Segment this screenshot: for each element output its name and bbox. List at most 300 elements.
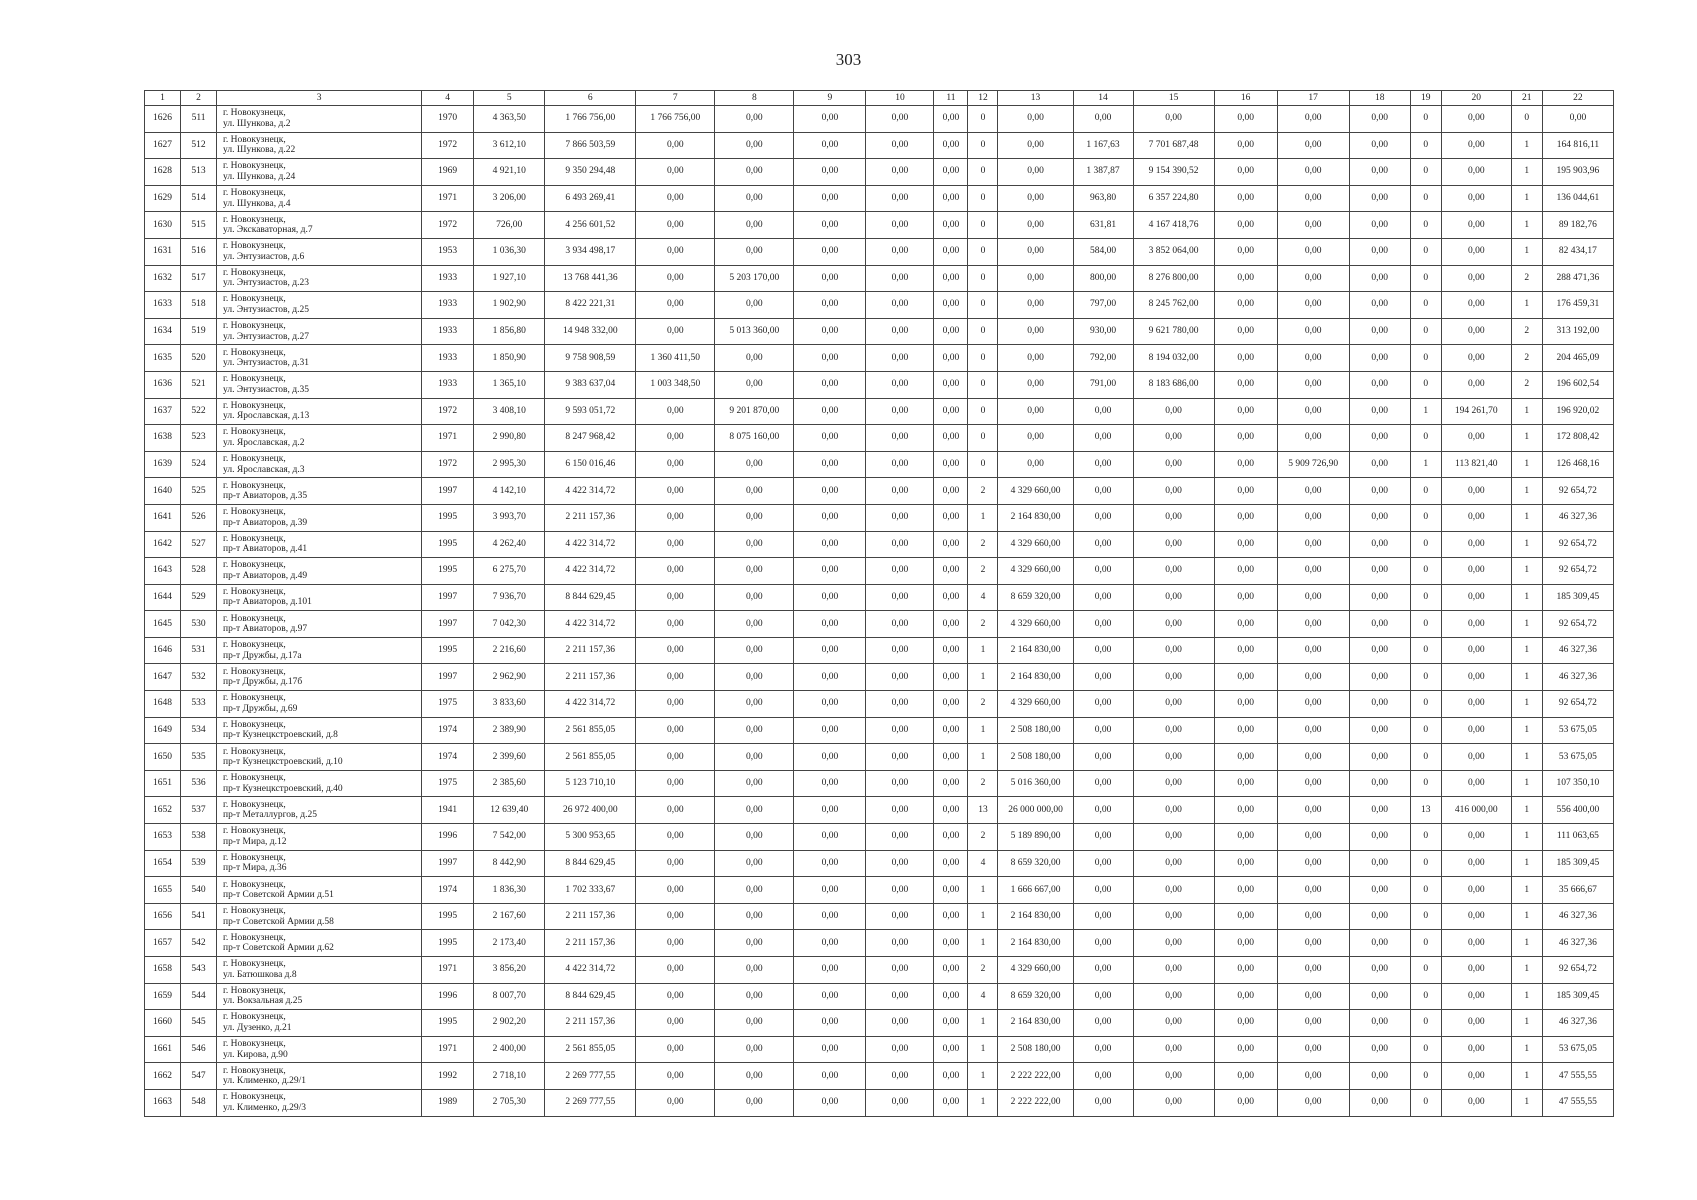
table-cell: 8 422 221,31 — [545, 292, 636, 319]
table-cell: 0,00 — [1214, 106, 1277, 133]
table-cell: 2 167,60 — [474, 903, 545, 930]
table-cell: 0,00 — [866, 345, 934, 372]
table-cell: 0,00 — [1214, 611, 1277, 638]
table-cell: 3 852 064,00 — [1133, 238, 1214, 265]
table-cell: 4 422 314,72 — [545, 611, 636, 638]
table-cell: 0,00 — [1441, 238, 1511, 265]
table-cell: 4 422 314,72 — [545, 957, 636, 984]
table-cell: 0,00 — [1441, 159, 1511, 186]
table-cell: 13 — [968, 797, 998, 824]
table-cell: 0,00 — [636, 770, 715, 797]
table-row — [145, 159, 1614, 186]
table-cell: 0,00 — [794, 1089, 866, 1116]
table-cell: 0,00 — [715, 744, 794, 771]
table-cell: 0,00 — [794, 611, 866, 638]
table-cell: 963,80 — [1073, 185, 1133, 212]
table-cell: 0,00 — [1073, 824, 1133, 851]
table-cell: 0,00 — [1073, 1063, 1133, 1090]
address-city: г. Новокузнецк, — [223, 214, 286, 225]
table-cell: 1657 — [145, 930, 181, 957]
table-cell: 4 921,10 — [474, 159, 545, 186]
address-cell — [217, 1063, 422, 1090]
table-row — [145, 451, 1614, 478]
table-cell: 0,00 — [1277, 664, 1349, 691]
table-cell: 1 766 756,00 — [636, 106, 715, 133]
column-number: 5 — [474, 91, 545, 106]
table-cell: 0 — [968, 425, 998, 452]
table-cell: 1 — [968, 903, 998, 930]
table-cell: 0,00 — [866, 238, 934, 265]
column-number: 2 — [181, 91, 217, 106]
table-cell: 0,00 — [1073, 1036, 1133, 1063]
table-cell: 0,00 — [1214, 903, 1277, 930]
table-cell: 0,00 — [636, 398, 715, 425]
table-cell: 0,00 — [794, 1036, 866, 1063]
table-cell: 0,00 — [934, 691, 968, 718]
address-city: г. Новокузнецк, — [223, 932, 286, 943]
table-row — [145, 106, 1614, 133]
table-cell: 0 — [1410, 212, 1441, 239]
table-cell: 1974 — [422, 744, 474, 771]
table-cell: 0 — [1410, 292, 1441, 319]
table-cell: 1 — [1511, 957, 1542, 984]
table-cell: 2 269 777,55 — [545, 1063, 636, 1090]
table-row — [145, 1036, 1614, 1063]
table-cell: 0,00 — [715, 637, 794, 664]
address-street: пр-т Металлургов, д.25 — [223, 810, 317, 821]
table-cell: 0,00 — [934, 877, 968, 904]
table-cell: 0,00 — [1133, 451, 1214, 478]
table-cell: 0,00 — [998, 265, 1073, 292]
table-cell: 2 — [968, 558, 998, 585]
table-row — [145, 185, 1614, 212]
table-cell: 0,00 — [794, 664, 866, 691]
table-cell: 4 422 314,72 — [545, 691, 636, 718]
address-street: ул. Энтузиастов, д.6 — [223, 251, 305, 262]
table-cell: 0 — [968, 451, 998, 478]
table-cell: 0,00 — [1349, 451, 1410, 478]
table-cell: 1 — [1511, 877, 1542, 904]
table-cell: 1 — [1511, 478, 1542, 505]
table-cell: 0,00 — [1133, 478, 1214, 505]
table-cell: 0,00 — [1349, 212, 1410, 239]
table-cell: 0,00 — [866, 398, 934, 425]
table-cell: 0,00 — [1214, 770, 1277, 797]
table-cell: 0,00 — [934, 451, 968, 478]
table-cell: 0,00 — [794, 744, 866, 771]
table-cell: 0,00 — [1349, 770, 1410, 797]
table-cell: 9 201 870,00 — [715, 398, 794, 425]
table-cell: 0,00 — [794, 238, 866, 265]
table-cell: 0,00 — [1441, 717, 1511, 744]
table-cell: 0,00 — [636, 824, 715, 851]
address-street: пр-т Авиаторов, д.39 — [223, 517, 308, 528]
table-cell: 1 — [1511, 744, 1542, 771]
table-cell: 534 — [181, 717, 217, 744]
table-row — [145, 664, 1614, 691]
address-city: г. Новокузнецк, — [223, 108, 286, 119]
table-cell: 176 459,31 — [1542, 292, 1613, 319]
address-cell — [217, 1036, 422, 1063]
table-row — [145, 425, 1614, 452]
column-number: 10 — [866, 91, 934, 106]
table-cell: 0,00 — [1133, 425, 1214, 452]
table-cell: 1656 — [145, 903, 181, 930]
table-cell: 0,00 — [1441, 744, 1511, 771]
table-cell: 0,00 — [1214, 478, 1277, 505]
address-city: г. Новокузнецк, — [223, 321, 286, 332]
address-cell — [217, 451, 422, 478]
table-cell: 3 408,10 — [474, 398, 545, 425]
table-cell: 0,00 — [1214, 238, 1277, 265]
table-cell: 2 — [1511, 318, 1542, 345]
table-cell: 0,00 — [934, 371, 968, 398]
table-cell: 0,00 — [715, 691, 794, 718]
table-cell: 1629 — [145, 185, 181, 212]
table-cell: 0,00 — [1214, 983, 1277, 1010]
address-cell — [217, 664, 422, 691]
table-cell: 0 — [1410, 265, 1441, 292]
table-cell: 0,00 — [934, 824, 968, 851]
table-cell: 512 — [181, 132, 217, 159]
table-cell: 0,00 — [1073, 611, 1133, 638]
table-cell: 0,00 — [636, 744, 715, 771]
address-street: пр-т Дружбы, д.17б — [223, 677, 303, 688]
table-cell: 1933 — [422, 265, 474, 292]
table-cell: 1997 — [422, 664, 474, 691]
table-cell: 0,00 — [934, 265, 968, 292]
table-cell: 4 329 660,00 — [998, 957, 1073, 984]
table-cell: 0,00 — [1349, 106, 1410, 133]
table-cell: 0 — [1410, 1063, 1441, 1090]
table-cell: 1628 — [145, 159, 181, 186]
table-cell: 0,00 — [1277, 877, 1349, 904]
table-cell: 0,00 — [1214, 398, 1277, 425]
table-cell: 0,00 — [998, 238, 1073, 265]
table-cell: 1654 — [145, 850, 181, 877]
address-street: пр-т Дружбы, д.69 — [223, 703, 298, 714]
address-city: г. Новокузнецк, — [223, 906, 286, 917]
table-cell: 0,00 — [1073, 983, 1133, 1010]
table-cell: 1 — [968, 744, 998, 771]
table-cell: 1 — [1511, 212, 1542, 239]
table-cell: 530 — [181, 611, 217, 638]
table-cell: 0,00 — [1277, 797, 1349, 824]
table-cell: 0,00 — [1214, 850, 1277, 877]
table-cell: 0,00 — [1441, 478, 1511, 505]
table-cell: 3 833,60 — [474, 691, 545, 718]
address-city: г. Новокузнецк, — [223, 1012, 286, 1023]
table-cell: 0,00 — [1277, 265, 1349, 292]
table-cell: 0,00 — [934, 558, 968, 585]
table-cell: 1997 — [422, 584, 474, 611]
table-cell: 92 654,72 — [1542, 558, 1613, 585]
table-cell: 8 442,90 — [474, 850, 545, 877]
table-cell: 546 — [181, 1036, 217, 1063]
table-cell: 2 211 157,36 — [545, 903, 636, 930]
address-cell — [217, 1010, 422, 1037]
table-cell: 8 247 968,42 — [545, 425, 636, 452]
table-cell: 8 183 686,00 — [1133, 371, 1214, 398]
table-cell: 0,00 — [866, 877, 934, 904]
table-cell: 0,00 — [1214, 797, 1277, 824]
table-cell: 0,00 — [1441, 770, 1511, 797]
table-cell: 0,00 — [715, 824, 794, 851]
table-cell: 0,00 — [1214, 691, 1277, 718]
table-row — [145, 744, 1614, 771]
table-cell: 1 — [1511, 1089, 1542, 1116]
table-cell: 0,00 — [1349, 1089, 1410, 1116]
table-cell: 0,00 — [1441, 558, 1511, 585]
table-cell: 0,00 — [1214, 717, 1277, 744]
table-cell: 1972 — [422, 451, 474, 478]
table-cell: 523 — [181, 425, 217, 452]
table-cell: 0,00 — [715, 371, 794, 398]
table-cell: 0,00 — [1214, 664, 1277, 691]
table-cell: 2 211 157,36 — [545, 930, 636, 957]
table-cell: 0,00 — [1542, 106, 1613, 133]
table-cell: 0,00 — [1133, 691, 1214, 718]
table-cell: 0,00 — [1277, 637, 1349, 664]
table-cell: 0,00 — [1214, 292, 1277, 319]
table-cell: 519 — [181, 318, 217, 345]
table-cell: 2 508 180,00 — [998, 744, 1073, 771]
table-row — [145, 132, 1614, 159]
table-cell: 527 — [181, 531, 217, 558]
address-city: г. Новокузнецк, — [223, 773, 286, 784]
table-cell: 1975 — [422, 770, 474, 797]
table-cell: 0,00 — [1214, 185, 1277, 212]
table-cell: 4 329 660,00 — [998, 558, 1073, 585]
table-cell: 0,00 — [1349, 637, 1410, 664]
table-cell: 0,00 — [1349, 185, 1410, 212]
table-cell: 0,00 — [794, 531, 866, 558]
table-cell: 1 — [968, 1063, 998, 1090]
address-city: г. Новокузнецк, — [223, 161, 286, 172]
table-cell: 0,00 — [1277, 478, 1349, 505]
table-cell: 0,00 — [1349, 132, 1410, 159]
table-cell: 1 — [1511, 504, 1542, 531]
table-cell: 1 — [1410, 398, 1441, 425]
table-cell: 0 — [968, 159, 998, 186]
table-row — [145, 930, 1614, 957]
address-cell — [217, 371, 422, 398]
table-cell: 0,00 — [1073, 504, 1133, 531]
table-cell: 0 — [968, 398, 998, 425]
table-cell: 1933 — [422, 318, 474, 345]
table-row — [145, 691, 1614, 718]
table-cell: 0,00 — [1277, 744, 1349, 771]
table-cell: 1639 — [145, 451, 181, 478]
table-cell: 1972 — [422, 212, 474, 239]
table-cell: 1663 — [145, 1089, 181, 1116]
table-cell: 0,00 — [636, 717, 715, 744]
table-cell: 1661 — [145, 1036, 181, 1063]
table-cell: 540 — [181, 877, 217, 904]
table-cell: 47 555,55 — [1542, 1089, 1613, 1116]
address-city: г. Новокузнецк, — [223, 241, 286, 252]
table-cell: 0,00 — [1073, 1010, 1133, 1037]
table-cell: 2 385,60 — [474, 770, 545, 797]
table-cell: 0,00 — [715, 797, 794, 824]
table-cell: 0,00 — [1133, 903, 1214, 930]
table-cell: 2 — [968, 691, 998, 718]
table-cell: 0,00 — [794, 371, 866, 398]
table-cell: 2 164 830,00 — [998, 664, 1073, 691]
table-cell: 1 — [1511, 159, 1542, 186]
table-cell: 1997 — [422, 478, 474, 505]
table-row — [145, 504, 1614, 531]
address-cell — [217, 797, 422, 824]
table-cell: 5 203 170,00 — [715, 265, 794, 292]
table-row — [145, 824, 1614, 851]
table-cell: 0,00 — [866, 770, 934, 797]
address-cell — [217, 265, 422, 292]
table-cell: 1 — [1511, 930, 1542, 957]
table-row — [145, 903, 1614, 930]
address-city: г. Новокузнецк, — [223, 826, 286, 837]
address-city: г. Новокузнецк, — [223, 666, 286, 677]
table-cell: 0,00 — [934, 292, 968, 319]
table-cell: 0,00 — [636, 957, 715, 984]
table-cell: 0,00 — [636, 159, 715, 186]
table-cell: 0,00 — [1277, 106, 1349, 133]
table-row — [145, 584, 1614, 611]
table-cell: 416 000,00 — [1441, 797, 1511, 824]
table-cell: 5 189 890,00 — [998, 824, 1073, 851]
table-cell: 0 — [968, 371, 998, 398]
table-cell: 0,00 — [934, 159, 968, 186]
table-cell: 0,00 — [636, 877, 715, 904]
table-cell: 0 — [1410, 850, 1441, 877]
table-cell: 0,00 — [1441, 691, 1511, 718]
table-cell: 0,00 — [998, 345, 1073, 372]
table-cell: 0,00 — [1073, 957, 1133, 984]
table-cell: 46 327,36 — [1542, 664, 1613, 691]
table-cell: 1630 — [145, 212, 181, 239]
table-cell: 2 164 830,00 — [998, 504, 1073, 531]
table-cell: 0,00 — [934, 797, 968, 824]
table-cell: 0,00 — [1441, 425, 1511, 452]
table-cell: 0,00 — [1441, 531, 1511, 558]
address-cell — [217, 957, 422, 984]
table-cell: 1 702 333,67 — [545, 877, 636, 904]
table-cell: 542 — [181, 930, 217, 957]
address-street: ул. Энтузиастов, д.27 — [223, 331, 309, 342]
table-cell: 1 — [1511, 1036, 1542, 1063]
table-cell: 0,00 — [1349, 957, 1410, 984]
table-cell: 0 — [1410, 770, 1441, 797]
table-cell: 517 — [181, 265, 217, 292]
table-cell: 0,00 — [794, 212, 866, 239]
table-cell: 2 508 180,00 — [998, 1036, 1073, 1063]
table-cell: 0,00 — [715, 159, 794, 186]
table-cell: 196 920,02 — [1542, 398, 1613, 425]
address-cell — [217, 744, 422, 771]
table-cell: 0,00 — [1349, 238, 1410, 265]
table-cell: 0,00 — [998, 292, 1073, 319]
table-cell: 0,00 — [866, 584, 934, 611]
table-cell: 313 192,00 — [1542, 318, 1613, 345]
table-cell: 0 — [1410, 877, 1441, 904]
address-cell — [217, 185, 422, 212]
table-cell: 0,00 — [1441, 584, 1511, 611]
table-cell: 0,00 — [794, 451, 866, 478]
table-cell: 111 063,65 — [1542, 824, 1613, 851]
table-cell: 0,00 — [1277, 824, 1349, 851]
table-cell: 0,00 — [1349, 425, 1410, 452]
table-cell: 7 701 687,48 — [1133, 132, 1214, 159]
table-cell: 4 329 660,00 — [998, 478, 1073, 505]
table-cell: 0,00 — [794, 691, 866, 718]
table-row — [145, 1010, 1614, 1037]
address-cell — [217, 983, 422, 1010]
table-cell: 0,00 — [1349, 318, 1410, 345]
table-cell: 1635 — [145, 345, 181, 372]
address-street: пр-т Авиаторов, д.35 — [223, 491, 308, 502]
table-body — [145, 91, 1614, 1117]
address-cell — [217, 1089, 422, 1116]
table-cell: 0,00 — [1441, 318, 1511, 345]
table-cell: 82 434,17 — [1542, 238, 1613, 265]
table-cell: 1641 — [145, 504, 181, 531]
table-cell: 4 — [968, 850, 998, 877]
table-cell: 797,00 — [1073, 292, 1133, 319]
table-cell: 0,00 — [866, 318, 934, 345]
table-cell: 0,00 — [1133, 531, 1214, 558]
table-header-row — [145, 91, 1614, 106]
table-cell: 0,00 — [866, 1063, 934, 1090]
address-cell — [217, 824, 422, 851]
table-cell: 2 164 830,00 — [998, 637, 1073, 664]
table-cell: 185 309,45 — [1542, 850, 1613, 877]
table-cell: 2 389,90 — [474, 717, 545, 744]
table-cell: 0,00 — [998, 185, 1073, 212]
table-cell: 13 — [1410, 797, 1441, 824]
table-cell: 0,00 — [934, 185, 968, 212]
table-cell: 0,00 — [794, 106, 866, 133]
table-cell: 5 013 360,00 — [715, 318, 794, 345]
table-cell: 539 — [181, 850, 217, 877]
table-cell: 533 — [181, 691, 217, 718]
page-number: 303 — [835, 50, 862, 69]
address-city: г. Новокузнецк, — [223, 188, 286, 199]
table-cell: 1 — [1511, 398, 1542, 425]
address-cell — [217, 770, 422, 797]
table-cell: 0,00 — [866, 903, 934, 930]
table-row — [145, 265, 1614, 292]
data-table — [144, 90, 1614, 1117]
table-cell: 0,00 — [1441, 132, 1511, 159]
table-cell: 0,00 — [1441, 957, 1511, 984]
table-cell: 113 821,40 — [1441, 451, 1511, 478]
address-street: ул. Вокзальная д.25 — [223, 996, 303, 1007]
table-cell: 0,00 — [715, 957, 794, 984]
table-cell: 584,00 — [1073, 238, 1133, 265]
table-cell: 0,00 — [934, 212, 968, 239]
table-cell: 2 990,80 — [474, 425, 545, 452]
table-cell: 126 468,16 — [1542, 451, 1613, 478]
column-number: 8 — [715, 91, 794, 106]
table-cell: 8 659 320,00 — [998, 850, 1073, 877]
table-cell: 0,00 — [794, 824, 866, 851]
table-cell: 0,00 — [1277, 1089, 1349, 1116]
table-cell: 1995 — [422, 1010, 474, 1037]
address-city: г. Новокузнецк, — [223, 134, 286, 145]
table-cell: 1 — [968, 1089, 998, 1116]
table-cell: 0,00 — [715, 1010, 794, 1037]
table-cell: 0,00 — [715, 292, 794, 319]
